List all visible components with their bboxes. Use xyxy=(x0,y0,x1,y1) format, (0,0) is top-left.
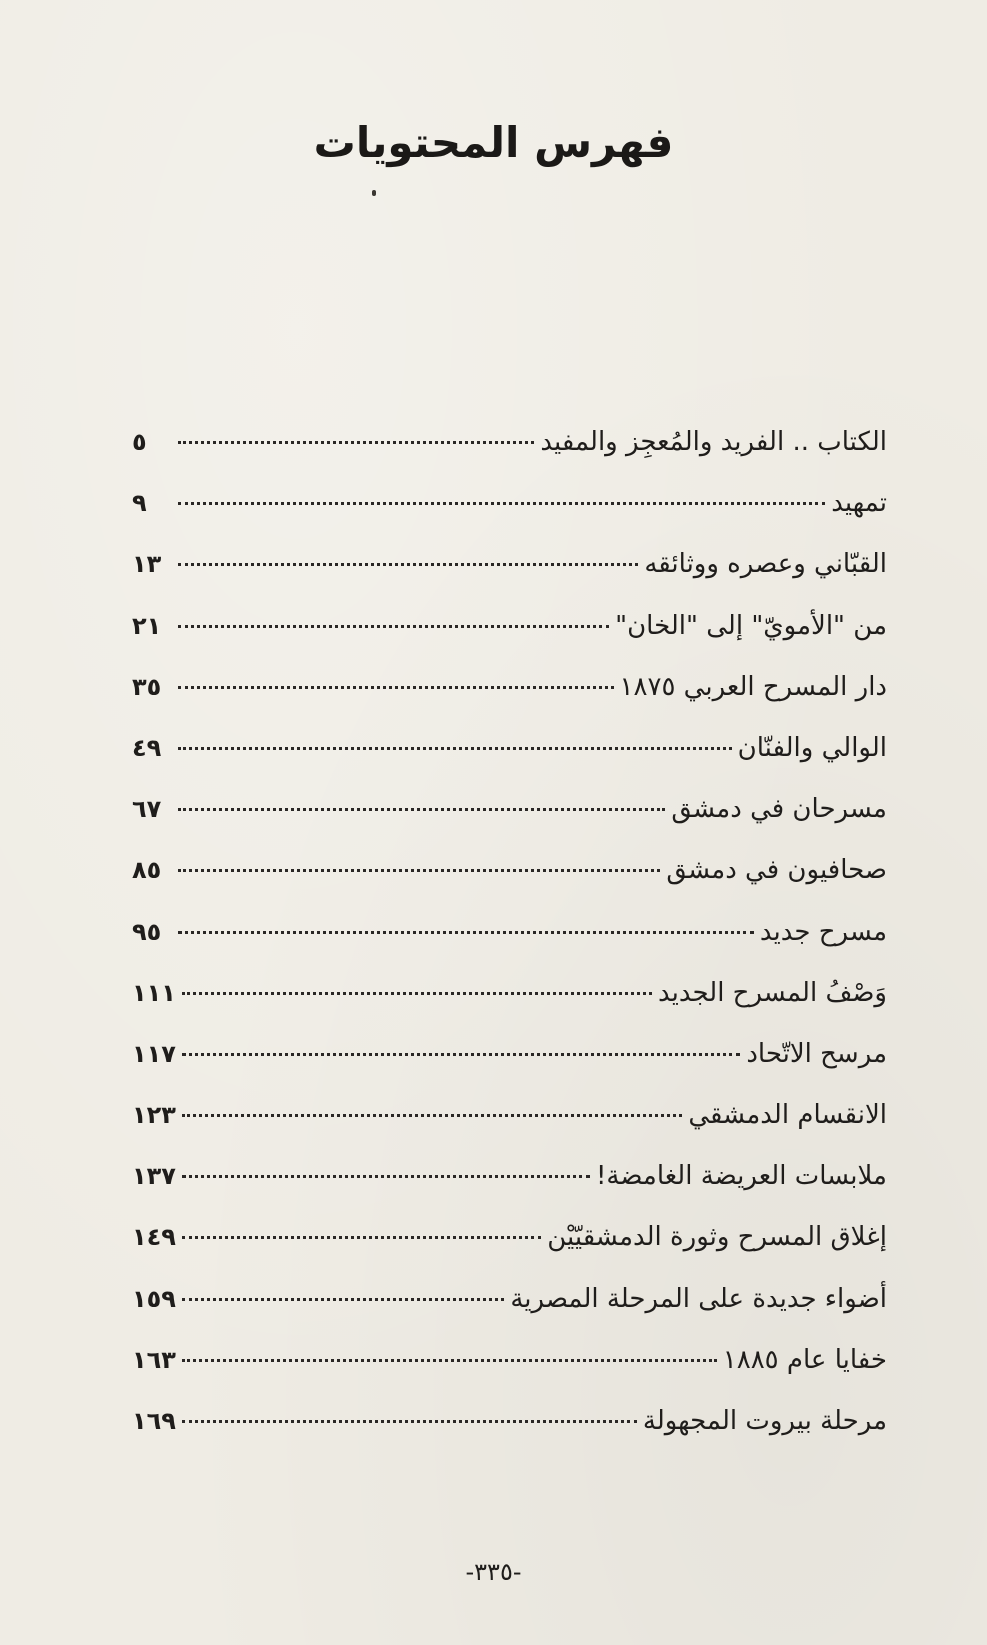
toc-entry xyxy=(132,412,887,473)
toc-entry-title: الانقسام الدمشقي xyxy=(688,1100,887,1131)
toc-entry xyxy=(132,534,887,595)
table-of-contents xyxy=(132,412,887,1452)
toc-entry-title: مسرحان في دمشق xyxy=(671,794,887,825)
toc-entry-title: الكتاب .. الفريد والمُعجِز والمفيد xyxy=(540,427,887,457)
dot-leader xyxy=(182,1114,682,1117)
toc-entry-page: ١٦٩ xyxy=(132,1407,176,1435)
toc-entry-title: أضواء جديدة على المرحلة المصرية xyxy=(510,1283,887,1314)
toc-entry xyxy=(132,473,887,534)
toc-entry-page: ٨٥ xyxy=(132,856,162,885)
toc-entry-page: ١٥٩ xyxy=(132,1284,176,1313)
toc-entry xyxy=(132,1146,887,1207)
toc-entry-page: ١١١ xyxy=(132,978,176,1007)
toc-entry-page: ٦٧ xyxy=(132,795,162,824)
dot-leader xyxy=(182,1175,590,1178)
toc-entry-page: ١٣٧ xyxy=(132,1162,176,1191)
dot-leader xyxy=(178,625,609,628)
toc-entry-title: تمهيد xyxy=(831,488,887,519)
toc-entry xyxy=(132,1391,887,1452)
toc-entry-title: الوالي والفنّان xyxy=(737,732,887,763)
toc-entry-title: وَصْفُ المسرح الجديد xyxy=(657,977,887,1008)
toc-entry-page: ١٦٣ xyxy=(132,1345,176,1374)
dot-leader xyxy=(178,441,534,444)
dot-leader xyxy=(178,502,825,505)
dot-leader xyxy=(182,1053,740,1056)
toc-entry xyxy=(132,657,887,718)
page-number: -٣٣٥- xyxy=(465,1558,522,1586)
toc-entry-page: ٥ xyxy=(132,428,147,456)
toc-entry-page: ١٣ xyxy=(132,550,162,579)
toc-entry-page: ٩٥ xyxy=(132,917,162,946)
toc-entry xyxy=(132,779,887,840)
toc-entry-title: مسرح جديد xyxy=(759,916,887,947)
toc-entry-title: القبّاني وعصره ووثائقه xyxy=(644,549,887,580)
toc-entry-page: ١١٧ xyxy=(132,1039,176,1068)
ink-speck xyxy=(372,190,376,196)
toc-entry xyxy=(132,1085,887,1146)
dot-leader xyxy=(178,931,754,934)
dot-leader xyxy=(182,1420,637,1423)
toc-entry xyxy=(132,1024,887,1085)
toc-entry-title: صحافيون في دمشق xyxy=(666,855,887,886)
toc-entry-page: ٢١ xyxy=(132,611,162,640)
toc-entry xyxy=(132,718,887,779)
dot-leader xyxy=(178,808,665,811)
toc-entry-title: مرحلة بيروت المجهولة xyxy=(642,1406,887,1436)
toc-entry xyxy=(132,1269,887,1330)
toc-entry xyxy=(132,596,887,657)
dot-leader xyxy=(182,1236,541,1239)
toc-entry-page: ٩ xyxy=(132,489,147,518)
dot-leader xyxy=(178,563,638,566)
dot-leader xyxy=(182,1298,504,1301)
dot-leader xyxy=(182,1359,717,1362)
toc-entry-title: ملابسات العريضة الغامضة! xyxy=(595,1161,887,1192)
toc-entry xyxy=(132,1330,887,1391)
page-title: فهرس المحتويات xyxy=(313,118,674,167)
dot-leader xyxy=(178,686,614,689)
toc-entry-title: مرسح الاتّحاد xyxy=(746,1038,887,1069)
toc-entry xyxy=(132,1207,887,1268)
toc-entry-page: ٣٥ xyxy=(132,672,162,701)
dot-leader xyxy=(178,869,660,872)
toc-entry-page: ١٢٣ xyxy=(132,1101,176,1130)
toc-entry xyxy=(132,963,887,1024)
dot-leader xyxy=(182,992,652,995)
toc-entry-title: دار المسرح العربي ١٨٧٥ xyxy=(619,671,887,702)
toc-entry-page: ١٤٩ xyxy=(132,1223,176,1252)
toc-entry-title: خفايا عام ١٨٨٥ xyxy=(722,1344,887,1375)
toc-entry-title: من "الأمويّ" إلى "الخان" xyxy=(615,610,887,641)
toc-entry xyxy=(132,840,887,901)
toc-entry-title: إغلاق المسرح وثورة الدمشقيّيْن xyxy=(547,1222,887,1253)
toc-entry xyxy=(132,902,887,963)
dot-leader xyxy=(178,747,732,750)
toc-entry-page: ٤٩ xyxy=(132,733,162,762)
